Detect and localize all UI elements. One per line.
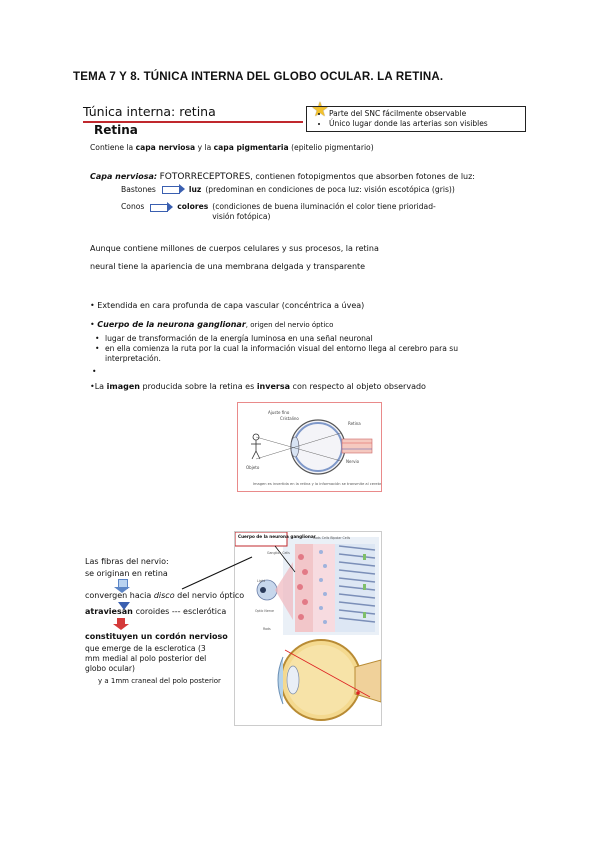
retina-layer-cells xyxy=(295,544,375,632)
fig1-label: Objeto xyxy=(246,465,260,470)
fig1-label: Ajuste fino xyxy=(268,410,290,415)
connector-line xyxy=(180,553,260,593)
arrow-right-icon xyxy=(150,204,168,212)
bastones-text: (predominan en condiciones de poca luz: visión escotópica (gris)) xyxy=(205,185,455,194)
conos-text: (condiciones de buena iluminación el color tiene prioridad-visión fotópica) xyxy=(212,202,436,221)
fig2-label: Light xyxy=(257,579,265,583)
bullet-inversa-bold: inversa xyxy=(256,382,290,391)
fibras-line-2: se originan en retina xyxy=(85,569,168,578)
inverted-image-figure xyxy=(237,402,382,492)
capa-nerviosa-label: Capa nerviosa: xyxy=(90,172,158,181)
fig2-top-label: Rods Cells Bipolar Cells xyxy=(313,536,351,540)
bullet-cuerpo xyxy=(90,320,333,330)
eye-cross-section xyxy=(278,640,381,720)
fotorreceptores-label: FOTORRECEPTORES xyxy=(159,172,251,182)
arrow-right-icon xyxy=(162,186,180,194)
fig2-label: Rods xyxy=(263,627,271,631)
callout-box xyxy=(306,106,526,132)
bullet-imagen-bold: imagen xyxy=(106,382,140,391)
fibras-line-7: mm medial al polo posterior del xyxy=(85,654,207,663)
fig1-label: Retina xyxy=(348,421,361,426)
sub-bullet-1: lugar de transformación de la energía luminosa en una señal neuronal xyxy=(105,334,373,343)
intro-line xyxy=(90,143,374,153)
bastones-row xyxy=(121,185,455,195)
capa-nerviosa-line xyxy=(90,172,475,182)
fibras-line-3 xyxy=(85,591,244,601)
bastones-label: Bastones xyxy=(121,185,156,194)
section-title: Túnica interna: retina xyxy=(83,104,216,119)
fibras-line-8: globo ocular) xyxy=(85,664,135,673)
sub-bullet-2: en ella comienza la ruta por la cual la información visual del entorno llega al cerebro para su interpretación. xyxy=(105,344,459,363)
fibras-l3-pre: convergen hacia xyxy=(85,591,154,600)
capa-nerviosa-desc: , contienen fotopigmentos que absorben fotones de luz: xyxy=(250,172,475,181)
fig1-label: Nervio xyxy=(346,459,360,464)
star-icon: ★ xyxy=(311,97,329,121)
fig1-caption: Imagen es invertida en la retina y la información se transmite al cerebro xyxy=(253,482,381,486)
fibras-l4-rest: coroides --- esclerótica xyxy=(135,607,227,616)
intro-post: (epitelio pigmentario) xyxy=(288,143,374,152)
bullet-dot: • xyxy=(90,320,95,329)
conos-label: Conos xyxy=(121,202,145,211)
intro-capa-pigmentaria: capa pigmentaria xyxy=(213,143,289,152)
stick-figure-icon xyxy=(251,434,261,459)
fibras-l4-pre: atraviesan xyxy=(85,607,136,616)
fibras-l3-em: disco xyxy=(153,591,175,600)
callout-item: • Único lugar donde las arterias son visibles xyxy=(329,119,521,129)
fig2-label: Optic Nerve xyxy=(255,609,274,613)
fibras-line-5 xyxy=(85,632,228,642)
bullet-cuerpo-bold: Cuerpo de la neurona ganglionar xyxy=(97,320,246,329)
sub-bullets: • lugar de transformación de la energía luminosa en una señal neuronal • en ella comienza la ruta por la cual la información visual del entorno llega al cerebro para su interpretación. xyxy=(95,334,475,364)
fibras-line-6: que emerge de la esclerotica (3 xyxy=(85,644,206,653)
aunque-line-1: Aunque contiene millones de cuerpos celulares y sus procesos, la retina xyxy=(90,244,379,253)
fig1-label: Cristalino xyxy=(280,416,299,421)
fibras-line-9: y a 1mm craneal del polo posterior xyxy=(98,677,221,685)
arrow-down-red-head-icon xyxy=(113,624,129,630)
empty-bullet: • xyxy=(92,367,97,376)
conos-row xyxy=(121,202,451,222)
fibras-l5-bold: cordón nervioso xyxy=(155,632,228,641)
fibras-l3-post: del nervio óptico xyxy=(174,591,245,600)
aunque-line-2: neural tiene la apariencia de una membrana delgada y transparente xyxy=(90,262,366,271)
bastones-key: luz xyxy=(188,185,202,194)
fibras-line-4 xyxy=(85,607,226,617)
fig2-callout-text: Cuerpo de la neurona ganglionar xyxy=(238,534,316,539)
eye-diagram-svg xyxy=(238,403,381,491)
page-title: TEMA 7 Y 8. TÚNICA INTERNA DEL GLOBO OCULAR. LA RETINA. xyxy=(73,71,444,83)
bullet-extendida: • Extendida en cara profunda de capa vascular (concéntrica a úvea) xyxy=(90,301,365,310)
callout-item: • Parte del SNC fácilmente observable xyxy=(329,109,521,119)
intro-capa-nerviosa: capa nerviosa xyxy=(135,143,196,152)
fibras-line-1: Las fibras del nervio: xyxy=(85,557,169,566)
conos-key: colores xyxy=(177,202,209,211)
bullet-imagen xyxy=(90,382,426,392)
bullet-imagen-pre: •La xyxy=(90,382,107,391)
bullet-imagen-post: con respecto al objeto observado xyxy=(290,382,426,391)
bullet-imagen-mid: producida sobre la retina es xyxy=(139,382,257,391)
intro-pre: Contiene la xyxy=(90,143,136,152)
bullet-cuerpo-rest: , origen del nervio óptico xyxy=(245,321,334,329)
fibras-l5-pre: constituyen un xyxy=(85,632,156,641)
intro-mid: y la xyxy=(195,143,214,152)
section-subtitle: Retina xyxy=(94,123,138,137)
fig2-label: Ganglion Cells xyxy=(267,551,290,555)
